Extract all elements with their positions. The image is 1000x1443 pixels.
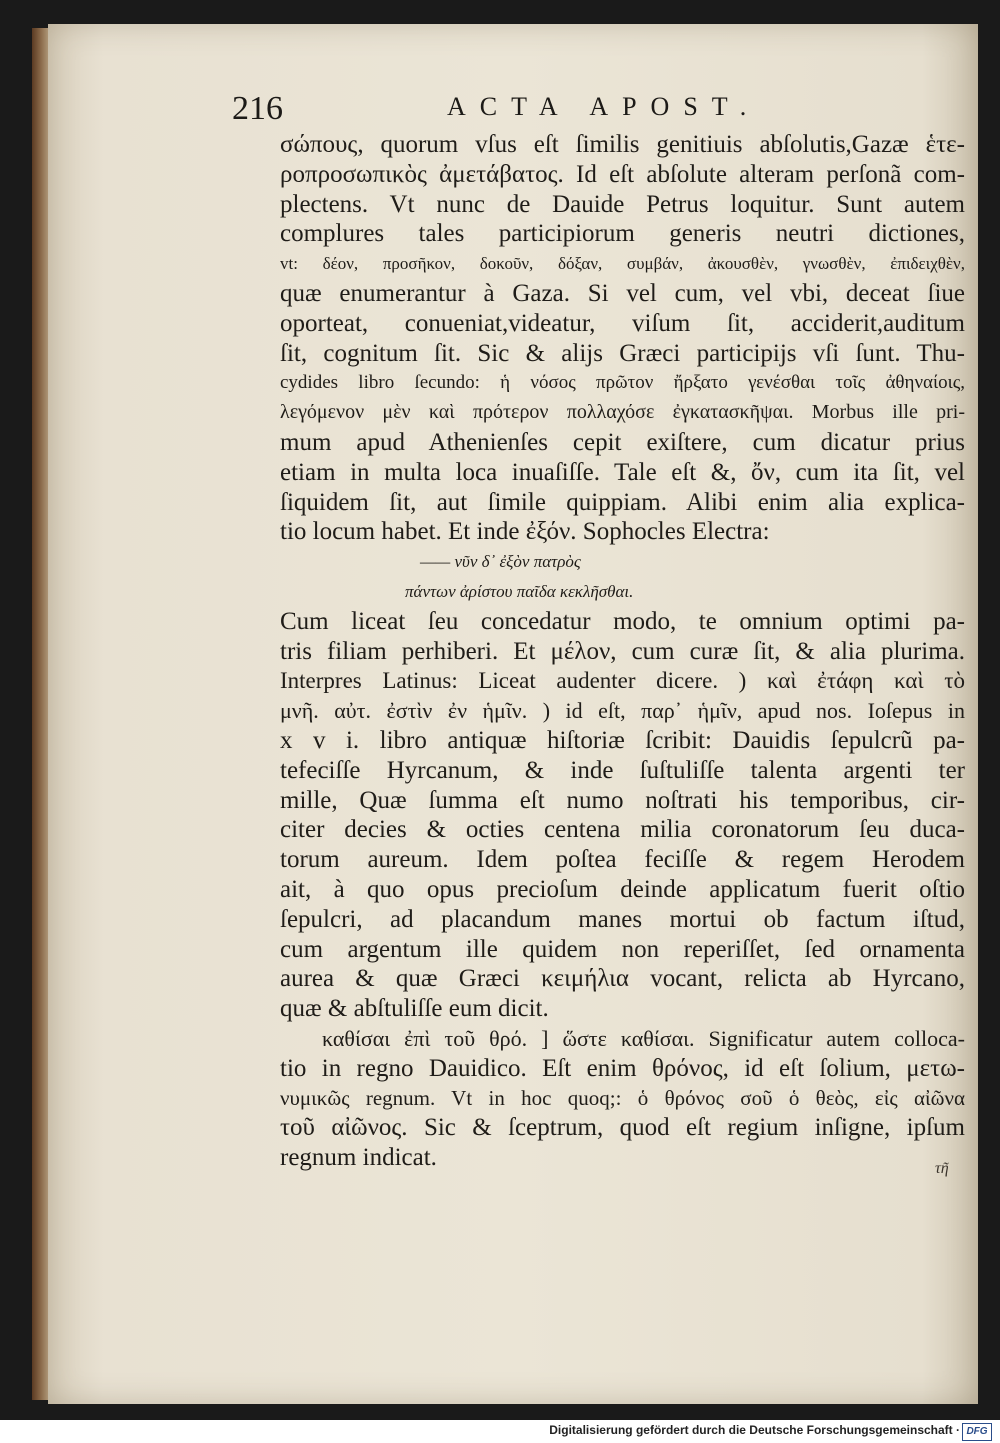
text-line: ſepulcri, ad placandum manes mortui ob factum iſtud, (280, 905, 965, 933)
text-line: καθίσαι ἐπὶ τοῦ θρό. ] ὥστε καθίσαι. Significatur autem colloca- (322, 1025, 965, 1051)
funding-notice: Digitalisierung gefördert durch die Deutsche Forschungsgemeinschaft · (549, 1423, 960, 1437)
text-line: quæ enumerantur à Gaza. Si vel cum, vel vbi, deceat ſiue (280, 279, 965, 307)
text-line: quæ & abſtuliſſe eum dicit. (280, 995, 549, 1023)
text-line: tio locum habet. Et inde ἐξόν. Sophocles Electra: (280, 518, 770, 546)
text-line: ait, à quo opus precioſum deinde applicatum fuerit oſtio (280, 875, 965, 903)
text-line: Cum liceat ſeu concedatur modo, te omnium optimi pa- (280, 607, 965, 635)
text-line: τοῦ αἰῶνος. Sic & ſceptrum, quod eſt regium inſigne, ipſum (280, 1114, 965, 1142)
text-line: oporteat, conueniat,videatur, viſum ſit, acciderit,auditum (280, 309, 965, 337)
verse-line: πάντων ἀρίστου παῖδα κεκλῆσθαι. (405, 581, 634, 601)
text-line: complures tales participiorum generis neutri dictiones, (280, 220, 965, 248)
text-line: tefeciſſe Hyrcanum, & inde ſuſtuliſſe talenta argenti ter (280, 756, 965, 784)
text-line: νυμικῶς regnum. Vt in hoc quoq;: ὁ θρόνος σοῦ ὁ θεὸς, εἰς αἰῶνα (280, 1085, 965, 1110)
text-line: citer decies & octies centena milia coronatorum ſeu duca- (280, 816, 965, 844)
text-line: mille, Quæ ſumma eſt numo noſtrati his temporibus, cir- (280, 786, 965, 814)
text-line: mum apud Athenienſes cepit exiſtere, cum dicatur prius (280, 428, 965, 456)
text-line: x v i. libro antiquæ hiſtoriæ ſcribit: Dauidis ſepulcrũ pa- (280, 726, 965, 754)
text-line: aurea & quæ Græci κειμήλια vocant, relicta ab Hyrcano, (280, 965, 965, 993)
text-line: etiam in multa loca inuaſiſſe. Tale eſt &, ὄν, cum ita ſit, vel (280, 458, 965, 486)
text-line: Interpres Latinus: Liceat audenter dicere. ) καὶ ἐτάφη καὶ τὸ (280, 668, 965, 694)
text-line: μνῆ. αὐτ. ἐστὶν ἐν ἡμῖν. ) id eſt, παρ᾽ ἡμῖν, apud nos. Ioſepus in (280, 698, 965, 724)
dfg-logo-icon: DFG (962, 1423, 992, 1441)
text-line: cum argentum ille quidem non reperiſſet, ſed ornamenta (280, 935, 965, 963)
running-head (232, 90, 952, 130)
text-line: vt: δέον, προσῆκον, δοκοῦν, δόξαν, συμβάν, ἀκουσθὲν, γνωσθὲν, ἐπιδειχθὲν, (280, 254, 965, 274)
text-line: regnum indicat. (280, 1144, 437, 1172)
running-title: ACTA APOST. (447, 92, 761, 121)
text-line: tris filiam perhiberi. Et μέλον, cum curæ ſit, & alia plurima. (280, 637, 965, 665)
text-line: ſit, cognitum ſit. Sic & alijs Græci participijs vſi ſunt. Thu- (280, 339, 965, 367)
text-line: ροπροσωπικὸς ἀμετάβατος. Id eſt abſolute alteram perſonã com- (280, 160, 965, 188)
text-line: cydides libro ſecundo: ἡ νόσος πρῶτον ἤρξατο γενέσθαι τοῖς ἀθηναίοις, (280, 372, 965, 394)
footer-bar (0, 1420, 1000, 1443)
text-line: torum aureum. Idem poſtea feciſſe & regem Herodem (280, 846, 965, 874)
page-number: 216 (232, 90, 283, 127)
catchword: τῆ (935, 1160, 949, 1177)
text-line: ſiquidem ſit, aut ſimile quippiam. Alibi enim alia explica- (280, 488, 965, 516)
text-line: λεγόμενον μὲν καὶ πρότερον πολλαχόσε ἐγκατασκῆψαι. Morbus ille pri- (280, 401, 965, 424)
text-line: plectens. Vt nunc de Dauide Petrus loquitur. Sunt autem (280, 190, 965, 218)
verse-line: —— νῦν δ᾽ ἐξὸν πατρὸς (420, 552, 581, 572)
text-block (280, 130, 965, 1173)
text-line: σώπους, quorum vſus eſt ſimilis genitiuis abſolutis,Gazæ ἑτε- (280, 131, 965, 158)
text-line: tio in regno Dauidico. Eſt enim θρόνος, id eſt ſolium, μετω- (280, 1054, 965, 1082)
